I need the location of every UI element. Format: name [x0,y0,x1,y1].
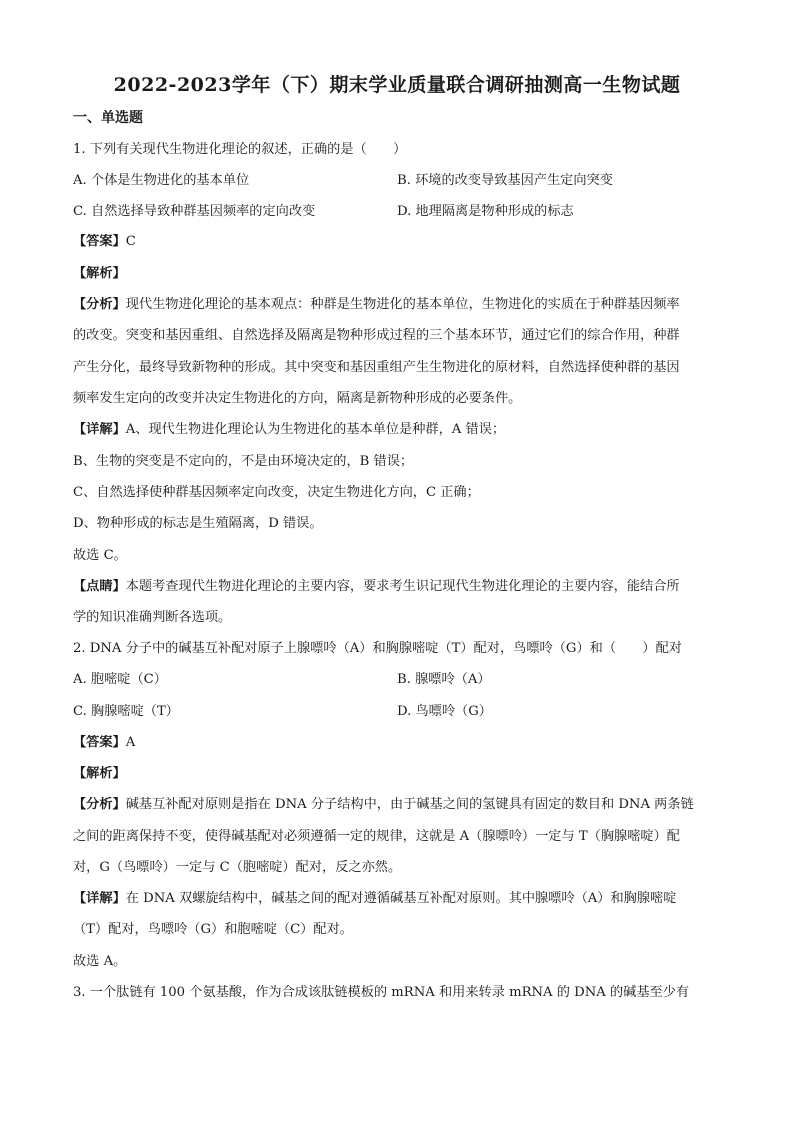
q1-fenxi-line: 的改变。突变和基因重组、自然选择及隔离是物种形成过程的三个基本环节，通过它们的综合作用，种群 [73,328,680,343]
analysis-tag: 【解析】 [73,766,126,781]
dianjing-tag: 【点睛】 [73,579,126,594]
page-title: 2022-2023学年（下）期末学业质量联合调研抽测高一生物试题 [113,74,681,96]
q1-xiangjie-line: C、自然选择使种群基因频率定向改变，决定生物进化方向，C 正确； [73,485,480,500]
xiangjie-tag: 【详解】 [73,422,126,437]
analysis-tag: 【解析】 [73,266,126,281]
q1-option-c: C. 自然选择导致种群基因频率的定向改变 [73,204,316,219]
q3-stem: 3. 一个肽链有 100 个氨基酸，作为合成该肽链模板的 mRNA 和用来转录 mRNA 的 DNA 的碱基至少有 [73,985,690,1000]
q1-option-a: A. 个体是生物进化的基本单位 [73,173,250,188]
q1-fenxi-line: 产生分化，最终导致新物种的形成。其中突变和基因重组产生生物进化的原材料，自然选择使种群的基因 [73,360,680,375]
xiangjie-text: 在 DNA 双螺旋结构中，碱基之间的配对遵循碱基互补配对原则。其中腺嘌呤（A）和胸腺嘧啶 [125,891,677,906]
q2-option-d: D. 鸟嘌呤（G） [397,704,492,719]
q1-fenxi-line [73,297,723,313]
q2-stem: 2. DNA 分子中的碱基互补配对原子上腺嘌呤（A）和胸腺嘧啶（T）配对，鸟嘌呤（G）和（ ）配对 [73,641,682,656]
q1-dianjing-line: 学的知识准确判断各选项。 [73,610,232,625]
q2-option-a: A. 胞嘧啶（C） [73,672,167,687]
q2-fenxi-line: 对，G（鸟嘌呤）一定与 C（胞嘧啶）配对，反之亦然。 [73,860,402,875]
answer-value: C [125,234,136,249]
q1-dianjing-line [73,579,723,595]
q1-conclusion: 故选 C。 [73,548,127,563]
q1-option-d: D. 地理隔离是物种形成的标志 [397,204,574,219]
section-heading: 一、单选题 [73,110,143,126]
answer-tag: 【答案】 [73,234,126,249]
q1-option-b: B. 环境的改变导致基因产生定向突变 [397,173,613,188]
q1-analysis-heading [73,266,723,282]
q2-conclusion: 故选 A。 [73,954,127,969]
q2-fenxi-line [73,797,723,813]
q2-fenxi-line: 之间的距离保持不变，使得碱基配对必须遵循一定的规律，这就是 A（腺嘌呤）一定与 T（胸腺嘧啶）配 [73,829,680,844]
fenxi-text: 现代生物进化理论的基本观点：种群是生物进化的基本单位，生物进化的实质在于种群基因频率 [125,297,680,312]
q2-analysis-heading [73,766,723,782]
q2-xiangjie-line [73,891,723,907]
q1-xiangjie-line [73,422,723,438]
xiangjie-text: A、现代生物进化理论认为生物进化的基本单位是种群，A 错误； [125,422,506,437]
q1-xiangjie-line: B、生物的突变是不定向的，不是由环境决定的，B 错误； [73,454,414,469]
fenxi-tag: 【分析】 [73,797,126,812]
q1-answer [73,234,723,250]
answer-value: A [125,735,136,750]
answer-tag: 【答案】 [73,735,126,750]
q2-option-c: C. 胸腺嘧啶（T） [73,704,179,719]
q2-answer [73,735,723,751]
fenxi-tag: 【分析】 [73,297,126,312]
fenxi-text: 碱基互补配对原则是指在 DNA 分子结构中，由于碱基之间的氢键具有固定的数目和 DNA 两条链 [125,797,694,812]
dianjing-text: 本题考查现代生物进化理论的主要内容，要求考生识记现代生物进化理论的主要内容，能结合所 [125,579,680,594]
q1-xiangjie-line: D、物种形成的标志是生殖隔离，D 错误。 [73,516,323,531]
q2-xiangjie-line: （T）配对，鸟嘌呤（G）和胞嘧啶（C）配对。 [73,922,353,937]
q1-stem: 1. 下列有关现代生物进化理论的叙述，正确的是（ ） [73,142,407,157]
xiangjie-tag: 【详解】 [73,891,126,906]
q1-fenxi-line: 频率发生定向的改变并决定生物进化的方向，隔离是新物种形成的必要条件。 [73,391,522,406]
q2-option-b: B. 腺嘌呤（A） [397,672,491,687]
